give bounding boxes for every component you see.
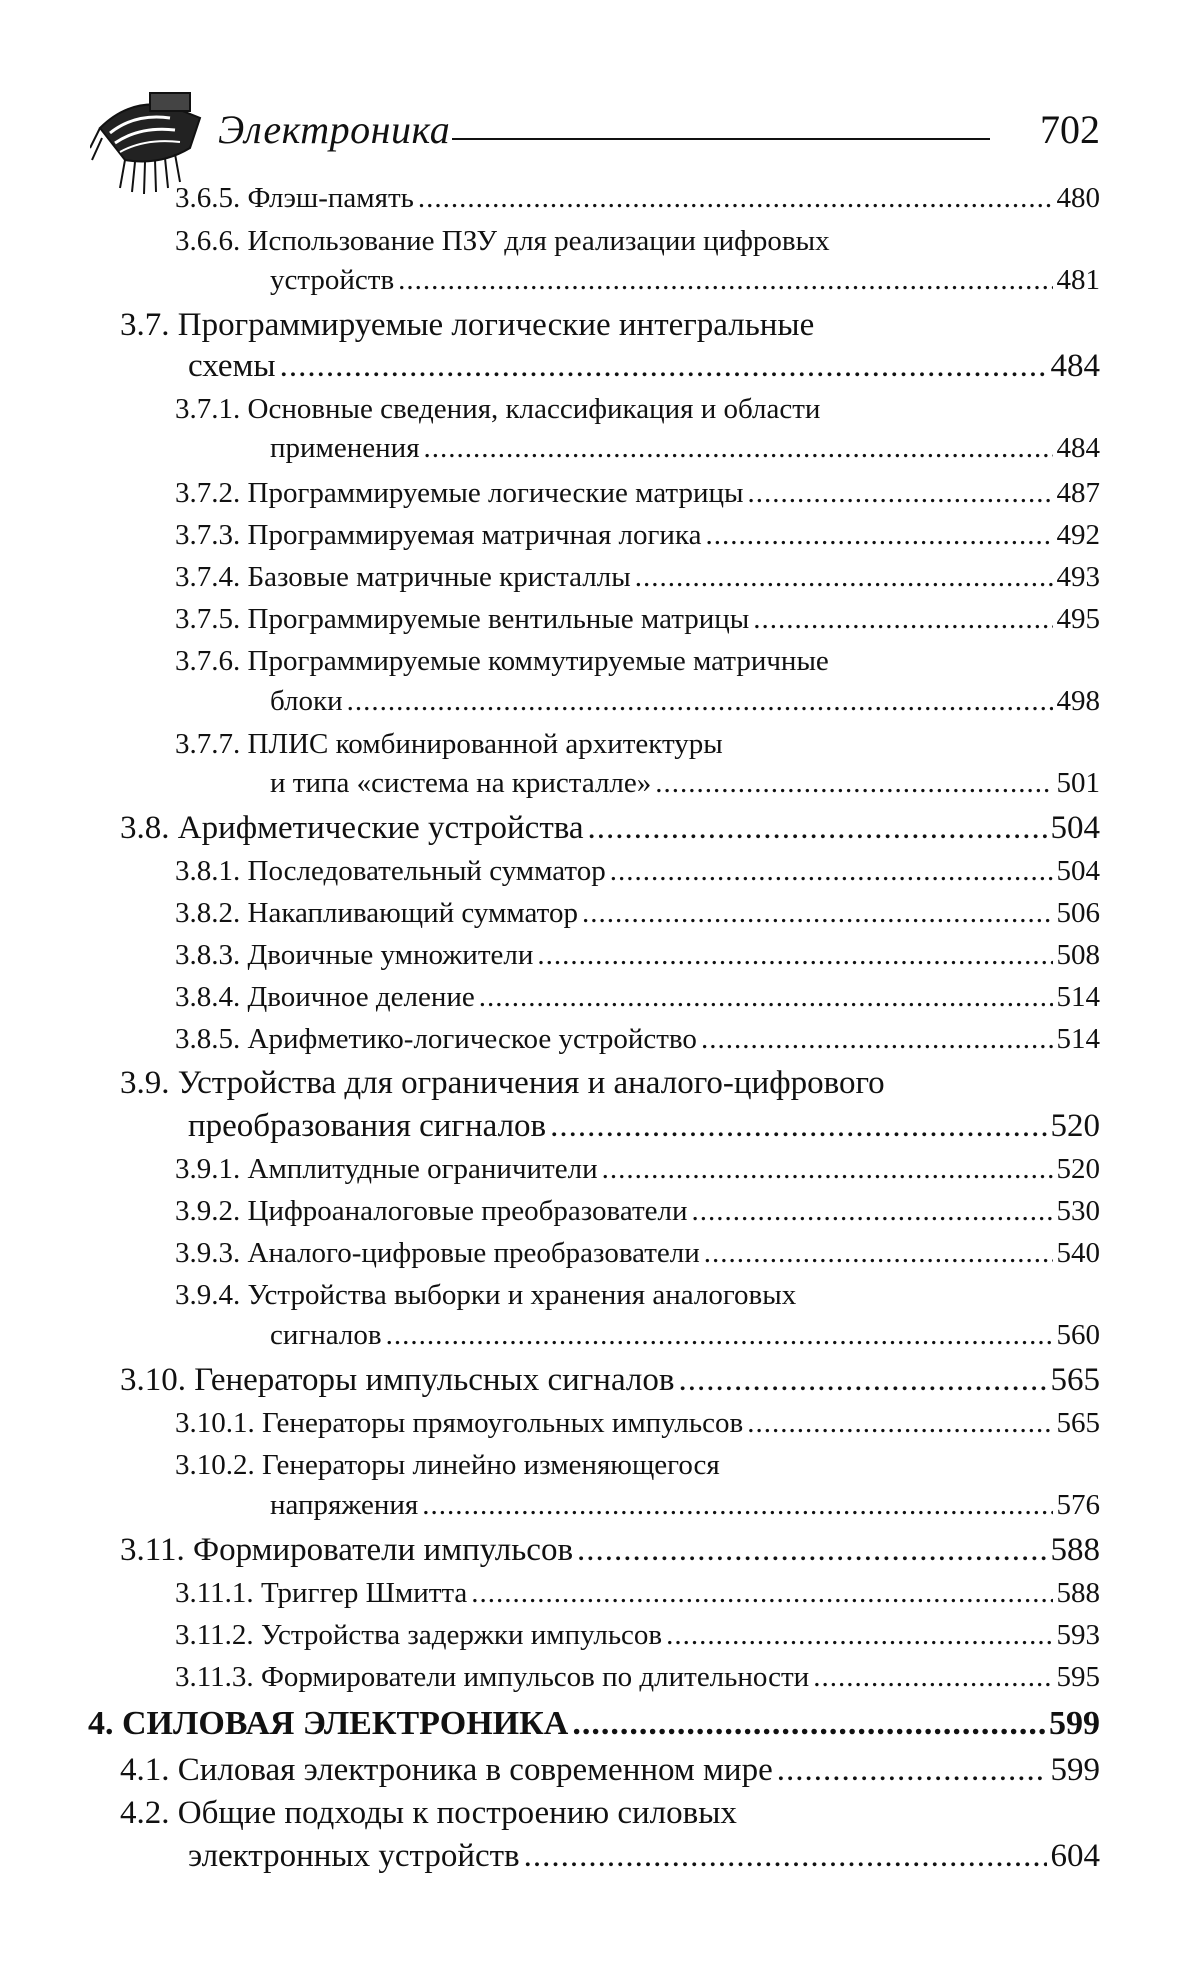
- toc-entry: 3.7.2. Программируемые логические матрицы ..... 487: [175, 477, 1100, 510]
- toc-entry-cont: электронных устройств ..... 604: [188, 1838, 1100, 1875]
- toc-entry: 3.8.4. Двоичное деление ..... 514: [175, 981, 1100, 1014]
- toc-entry: 3.7.4. Базовые матричные кристаллы ..... 493: [175, 561, 1100, 594]
- toc-entry: 3.8.2. Накапливающий сумматор ..... 506: [175, 897, 1100, 930]
- running-header-title: Электроника: [218, 107, 451, 152]
- toc-entry: 3.6.5. Флэш-память ..... 480: [175, 182, 1100, 215]
- toc-entry: 3.8.5. Арифметико-логическое устройство ..... 514: [175, 1023, 1100, 1056]
- toc-entry: 4.2. Общие подходы к построению силовых: [120, 1795, 737, 1831]
- toc-entry: 3.7.6. Программируемые коммутируемые матричные: [175, 645, 829, 677]
- toc-entry: 3.7.1. Основные сведения, классификация и области: [175, 393, 821, 425]
- toc-entry: 3.10.1. Генераторы прямоугольных импульсов ..... 565: [175, 1407, 1100, 1440]
- toc-entry: 3.11.1. Триггер Шмитта ..... 588: [175, 1577, 1100, 1610]
- toc-entry-cont: применения ..... 484: [270, 432, 1100, 465]
- toc-entry-cont: схемы ..... 484: [188, 348, 1100, 385]
- toc-entry: 4.1. Силовая электроника в современном мире ..... 599: [120, 1752, 1100, 1789]
- toc-entry: 3.7.3. Программируемая матричная логика ..... 492: [175, 519, 1100, 552]
- toc-entry: 3.9. Устройства для ограничения и аналого-цифрового: [120, 1065, 885, 1101]
- toc-entry-cont: напряжения ..... 576: [270, 1489, 1100, 1522]
- toc-entry-cont: сигналов ..... 560: [270, 1319, 1100, 1352]
- toc-entry: 3.8.3. Двоичные умножители ..... 508: [175, 939, 1100, 972]
- toc-entry: 3.11.3. Формирователи импульсов по длительности ..... 595: [175, 1661, 1100, 1694]
- toc-entry: 3.7. Программируемые логические интегральные: [120, 307, 815, 343]
- toc-entry: 3.11. Формирователи импульсов ..... 588: [120, 1532, 1100, 1569]
- toc-entry: 3.6.6. Использование ПЗУ для реализации цифровых: [175, 225, 830, 257]
- toc-entry: 3.9.4. Устройства выборки и хранения аналоговых: [175, 1279, 797, 1311]
- toc-entry: 3.7.7. ПЛИС комбинированной архитектуры: [175, 728, 723, 760]
- toc-entry-cont: преобразования сигналов ..... 520: [188, 1108, 1100, 1145]
- header-rule: [452, 138, 990, 140]
- toc-entry: 3.7.5. Программируемые вентильные матрицы ..... 495: [175, 603, 1100, 636]
- toc-entry: 3.9.3. Аналого-цифровые преобразователи ..... 540: [175, 1237, 1100, 1270]
- page-number: 702: [1040, 107, 1100, 152]
- toc-entry: 3.9.2. Цифроаналоговые преобразователи ..... 530: [175, 1195, 1100, 1228]
- toc-entry: 3.11.2. Устройства задержки импульсов ..... 593: [175, 1619, 1100, 1652]
- toc-chapter: 4. СИЛОВАЯ ЭЛЕКТРОНИКА ..... 599: [88, 1705, 1100, 1743]
- toc-entry: 3.9.1. Амплитудные ограничители ..... 520: [175, 1153, 1100, 1186]
- toc-entry: 3.10. Генераторы импульсных сигналов ..... 565: [120, 1362, 1100, 1399]
- toc-entry-cont: и типа «система на кристалле» ..... 501: [270, 767, 1100, 800]
- toc-entry: 3.8.1. Последовательный сумматор ..... 504: [175, 855, 1100, 888]
- toc-entry: 3.10.2. Генераторы линейно изменяющегося: [175, 1449, 720, 1481]
- toc-entry-cont: устройств ..... 481: [270, 264, 1100, 297]
- toc-entry: 3.8. Арифметические устройства ..... 504: [120, 810, 1100, 847]
- toc-entry-cont: блоки ..... 498: [270, 685, 1100, 718]
